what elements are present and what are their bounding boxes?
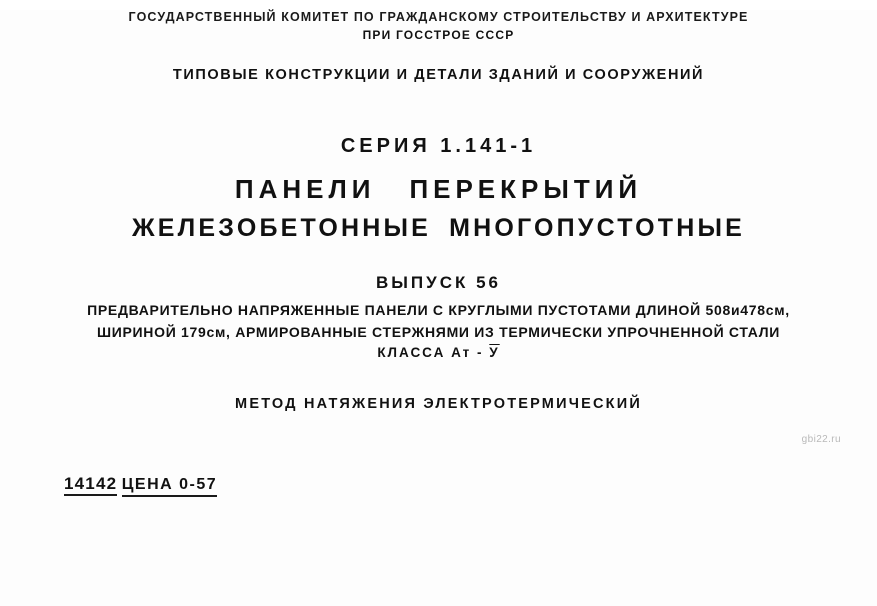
steel-class-roman: У bbox=[489, 345, 500, 360]
document-price: ЦЕНА 0-57 bbox=[122, 477, 217, 497]
title-word-perekrytiy: ПЕРЕКРЫТИЙ bbox=[409, 174, 643, 204]
description-line-2: ШИРИНОЙ 179см, АРМИРОВАННЫЕ СТЕРЖНЯМИ ИЗ ТЕРМИЧЕСКИ УПРОЧНЕННОЙ СТАЛИ bbox=[96, 324, 781, 340]
bottom-stamp bbox=[64, 472, 217, 497]
document-title-line-2 bbox=[0, 214, 877, 243]
title-word-zhelezobetonnye: ЖЕЛЕЗОБЕТОННЫЕ bbox=[132, 214, 432, 242]
document-code: 14142 bbox=[64, 475, 117, 496]
series-label: СЕРИЯ 1.141-1 bbox=[340, 135, 537, 157]
steel-class-prefix: КЛАССА Ат - bbox=[377, 345, 490, 360]
standard-series-line: ТИПОВЫЕ КОНСТРУКЦИИ И ДЕТАЛИ ЗДАНИЙ И СООРУЖЕНИЙ bbox=[172, 67, 705, 83]
description-line-1: ПРЕДВАРИТЕЛЬНО НАПРЯЖЕННЫЕ ПАНЕЛИ С КРУГЛЫМИ ПУСТОТАМИ ДЛИНОЙ 508и478см, bbox=[87, 302, 790, 318]
title-word-paneli: ПАНЕЛИ bbox=[234, 174, 376, 204]
stamp-inner bbox=[64, 472, 217, 497]
title-word-mnogopustotnye: МНОГОПУСТОТНЫЕ bbox=[449, 214, 745, 242]
method-line: МЕТОД НАТЯЖЕНИЯ ЭЛЕКТРОТЕРМИЧЕСКИЙ bbox=[235, 396, 642, 412]
agency-line-2: ПРИ ГОССТРОЕ СССР bbox=[362, 28, 515, 42]
document-page bbox=[0, 10, 877, 606]
watermark: gbi22.ru bbox=[801, 434, 841, 445]
issue-label: ВЫПУСК 56 bbox=[376, 273, 501, 292]
description-line-3 bbox=[0, 345, 877, 360]
agency-line-1: ГОСУДАРСТВЕННЫЙ КОМИТЕТ ПО ГРАЖДАНСКОМУ СТРОИТЕЛЬСТВУ И АРХИТЕКТУРЕ bbox=[128, 10, 749, 24]
document-title-line-1 bbox=[0, 174, 877, 205]
